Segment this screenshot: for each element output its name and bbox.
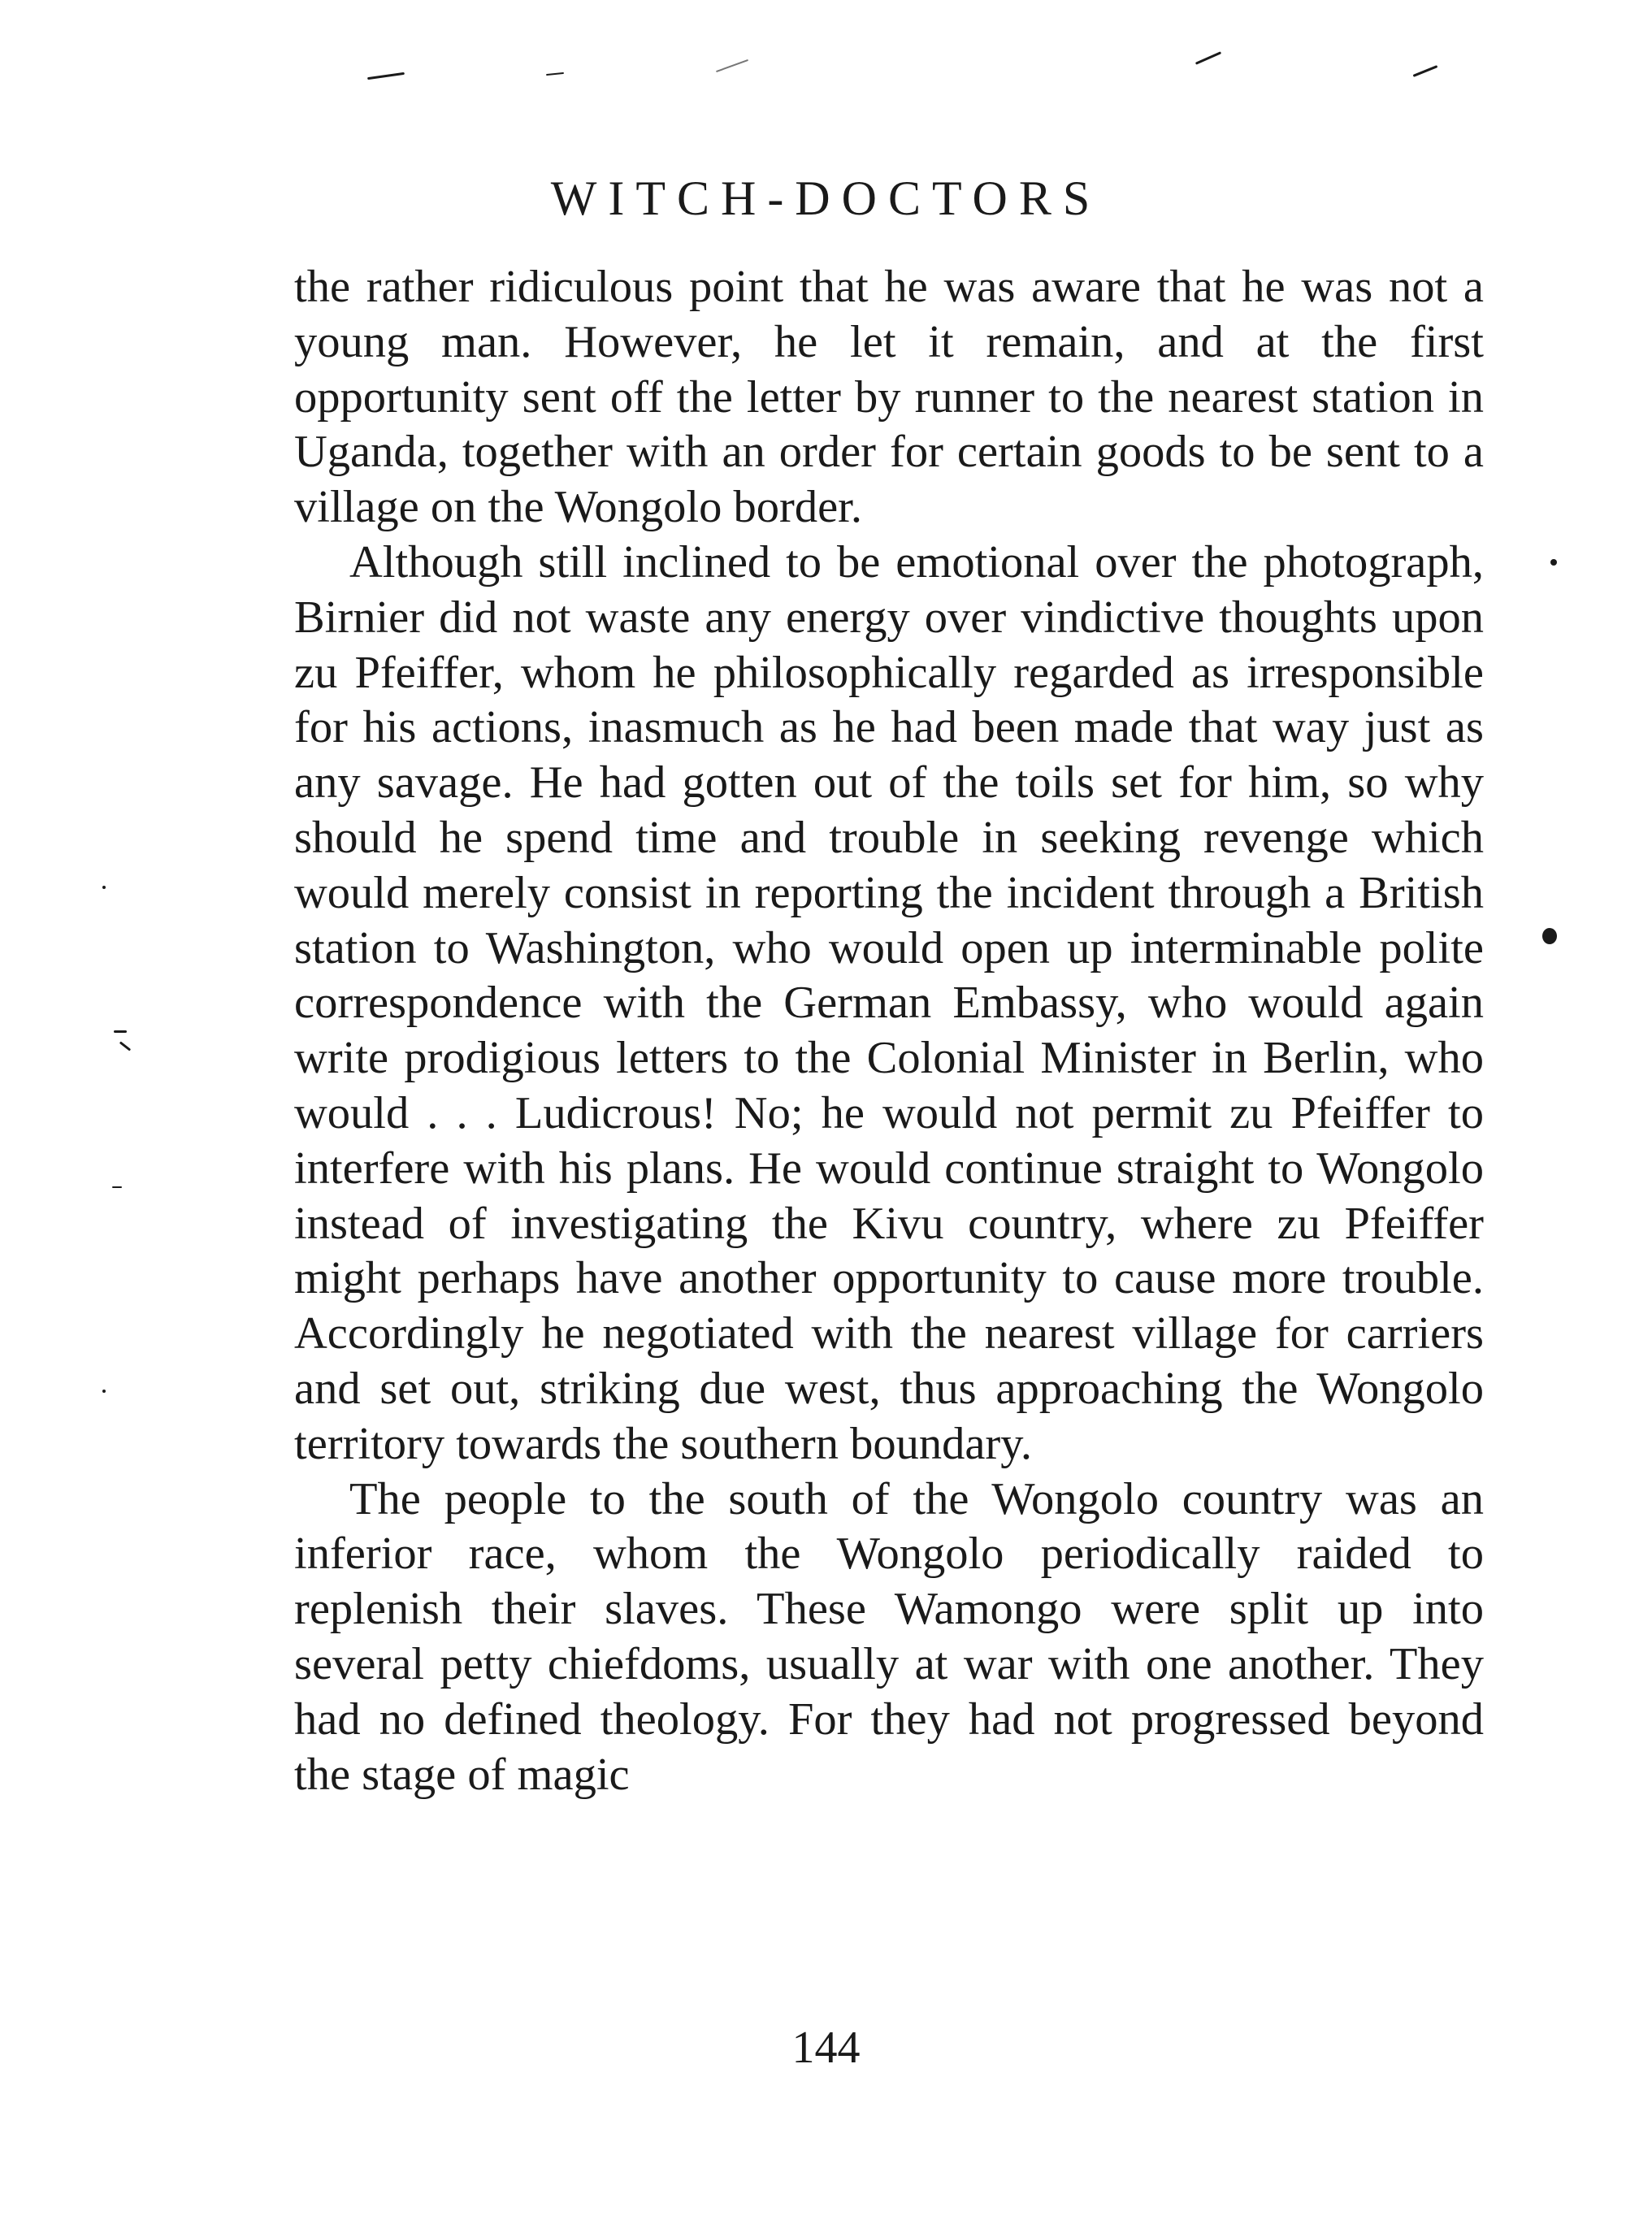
scan-mark (102, 1390, 106, 1393)
scan-mark (1195, 51, 1221, 65)
paragraph: Although still inclined to be emotional over the photograph, Birnier did not waste any energy over vindictive thoughts upon zu Pfeiffer, whom he philosophically regarded as irresponsible for his actions, inasmuch as he had been made that way just as any savage. He had gotten out of the toils set for him, so why should he spend time and trouble in seeking revenge which would merely consist in reporting the incident through a British station to Washington, who would open up interminable polite correspondence with the German Embassy, who would again write prodigious letters to the Colonial Minister in Berlin, who would . . . Ludicrous! No; he would not permit zu Pfeiffer to interfere with his plans. He would continue straight to Wongolo instead of investigating the Kivu country, where zu Pfeiffer might perhaps have another opportunity to cause more trouble. Accordingly he negotiated with the nearest village for carriers and set out, striking due west, thus approaching the Wongolo territory towards the southern boundary. (294, 536, 1484, 1469)
scan-mark (716, 59, 748, 72)
scan-mark (119, 1041, 131, 1051)
scan-mark (367, 72, 405, 80)
scan-mark (112, 1186, 122, 1188)
paragraph: the rather ridiculous point that he was aware that he was not a young man. However, he let it remain, and at the first opportunity sent off the letter by runner to the nearest station in Uganda, together with an order for certain goods to be sent to a village on the Wongolo border. (294, 262, 1484, 533)
page-number: 144 (791, 2023, 861, 2073)
scan-mark (546, 72, 564, 76)
body-text (294, 260, 1484, 1802)
running-header: WITCH-DOCTORS (550, 171, 1102, 225)
scan-mark (102, 886, 106, 889)
paragraph: The people to the south of the Wongolo country was an inferior race, whom the Wongolo periodically raided to replenish their slaves. These Wamongo were split up into several petty chiefdoms, usually at war with one another. They had no defined theology. For they had not progressed beyond the stage of magic (294, 1473, 1484, 1800)
scan-mark (1542, 928, 1557, 944)
scan-mark (1413, 65, 1438, 77)
scan-mark (114, 1030, 127, 1033)
scan-mark (1550, 559, 1557, 566)
